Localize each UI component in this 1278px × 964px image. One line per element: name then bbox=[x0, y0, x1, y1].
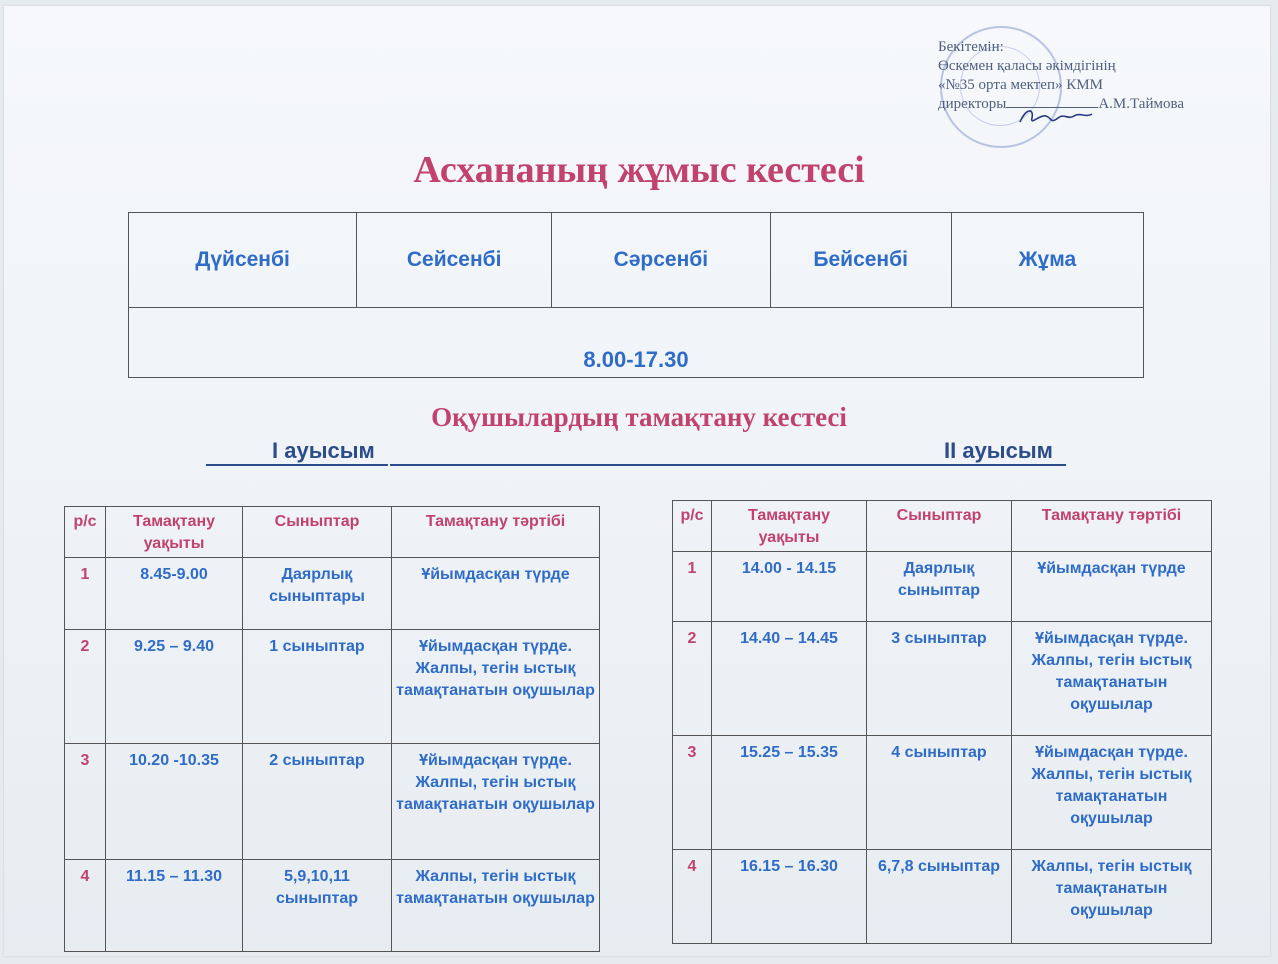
table-row bbox=[65, 630, 600, 744]
row-time: 9.25 – 9.40 bbox=[106, 630, 243, 744]
table-row bbox=[673, 622, 1212, 736]
approval-line-3: «№35 орта мектеп» КММ bbox=[938, 77, 1103, 93]
approval-role: директоры bbox=[938, 96, 1007, 112]
row-order: Ұйымдасқан түрде. Жалпы, тегін ыстық тамақтанатын оқушылар bbox=[392, 744, 600, 860]
header-time: Тамақтану уақыты bbox=[106, 507, 243, 558]
row-num: 3 bbox=[673, 736, 712, 850]
working-hours: 8.00-17.30 bbox=[129, 308, 1144, 378]
row-order: Жалпы, тегін ыстық тамақтанатын оқушылар bbox=[392, 860, 600, 952]
row-time: 10.20 -10.35 bbox=[106, 744, 243, 860]
row-num: 3 bbox=[65, 744, 106, 860]
header-num: р/с bbox=[673, 501, 712, 552]
row-order: Жалпы, тегін ыстық тамақтанатын оқушылар bbox=[1012, 850, 1212, 944]
row-num: 2 bbox=[673, 622, 712, 736]
row-order: Ұйымдасқан түрде. Жалпы, тегін ыстық тамақтанатын оқушылар bbox=[1012, 736, 1212, 850]
row-time: 16.15 – 16.30 bbox=[712, 850, 867, 944]
row-order: Ұйымдасқан түрде bbox=[1012, 552, 1212, 622]
shift-1-underline bbox=[206, 464, 388, 466]
row-classes: Даярлық сыныптары bbox=[243, 558, 392, 630]
table-row bbox=[673, 552, 1212, 622]
row-order: Ұйымдасқан түрде. Жалпы, тегін ыстық тамақтанатын оқушылар bbox=[1012, 622, 1212, 736]
row-classes: 3 сыныптар bbox=[867, 622, 1012, 736]
row-time: 11.15 – 11.30 bbox=[106, 860, 243, 952]
row-num: 2 bbox=[65, 630, 106, 744]
approval-name: А.М.Таймова bbox=[1098, 96, 1185, 112]
page-title: Асхананың жұмыс кестесі bbox=[413, 149, 865, 191]
row-num: 1 bbox=[673, 552, 712, 622]
header-classes: Сыныптар bbox=[243, 507, 392, 558]
day-tuesday: Сейсенбі bbox=[357, 213, 552, 308]
header-num: р/с bbox=[65, 507, 106, 558]
table-header-row bbox=[673, 501, 1212, 552]
day-wednesday: Сәрсенбі bbox=[552, 213, 770, 308]
row-time: 14.40 – 14.45 bbox=[712, 622, 867, 736]
header-classes: Сыныптар bbox=[867, 501, 1012, 552]
day-friday: Жұма bbox=[951, 213, 1143, 308]
table-header-row bbox=[65, 507, 600, 558]
row-time: 14.00 - 14.15 bbox=[712, 552, 867, 622]
shift-2-label: II ауысым bbox=[944, 438, 1053, 463]
shift-2-underline bbox=[390, 464, 1066, 466]
row-num: 4 bbox=[65, 860, 106, 952]
row-classes: 6,7,8 сыныптар bbox=[867, 850, 1012, 944]
row-classes: 2 сыныптар bbox=[243, 744, 392, 860]
row-num: 4 bbox=[673, 850, 712, 944]
approval-line-2: Өскемен қаласы әкімдігінің bbox=[938, 58, 1116, 74]
row-classes: 1 сыныптар bbox=[243, 630, 392, 744]
table-row bbox=[65, 744, 600, 860]
shift-1-label: I ауысым bbox=[272, 438, 375, 463]
table-row bbox=[673, 736, 1212, 850]
row-classes: 5,9,10,11 сыныптар bbox=[243, 860, 392, 952]
approval-line-1: Бекітемін: bbox=[938, 39, 1004, 55]
director-signature bbox=[1016, 104, 1096, 130]
header-time: Тамақтану уақыты bbox=[712, 501, 867, 552]
shift-1-meal-table bbox=[64, 506, 600, 952]
meal-schedule-title: Оқушылардың тамақтану кестесі bbox=[431, 402, 847, 432]
shift-2-meal-table bbox=[672, 500, 1212, 944]
table-row bbox=[65, 558, 600, 630]
row-time: 15.25 – 15.35 bbox=[712, 736, 867, 850]
day-thursday: Бейсенбі bbox=[770, 213, 951, 308]
header-order: Тамақтану тәртібі bbox=[392, 507, 600, 558]
row-order: Ұйымдасқан түрде bbox=[392, 558, 600, 630]
row-num: 1 bbox=[65, 558, 106, 630]
day-monday: Дүйсенбі bbox=[129, 213, 357, 308]
approval-block bbox=[938, 38, 1238, 114]
row-classes: 4 сыныптар bbox=[867, 736, 1012, 850]
row-classes: Даярлық сыныптар bbox=[867, 552, 1012, 622]
canteen-hours-table bbox=[128, 212, 1144, 378]
header-order: Тамақтану тәртібі bbox=[1012, 501, 1212, 552]
row-order: Ұйымдасқан түрде. Жалпы, тегін ыстық тамақтанатын оқушылар bbox=[392, 630, 600, 744]
table-row bbox=[673, 850, 1212, 944]
row-time: 8.45-9.00 bbox=[106, 558, 243, 630]
table-row bbox=[65, 860, 600, 952]
